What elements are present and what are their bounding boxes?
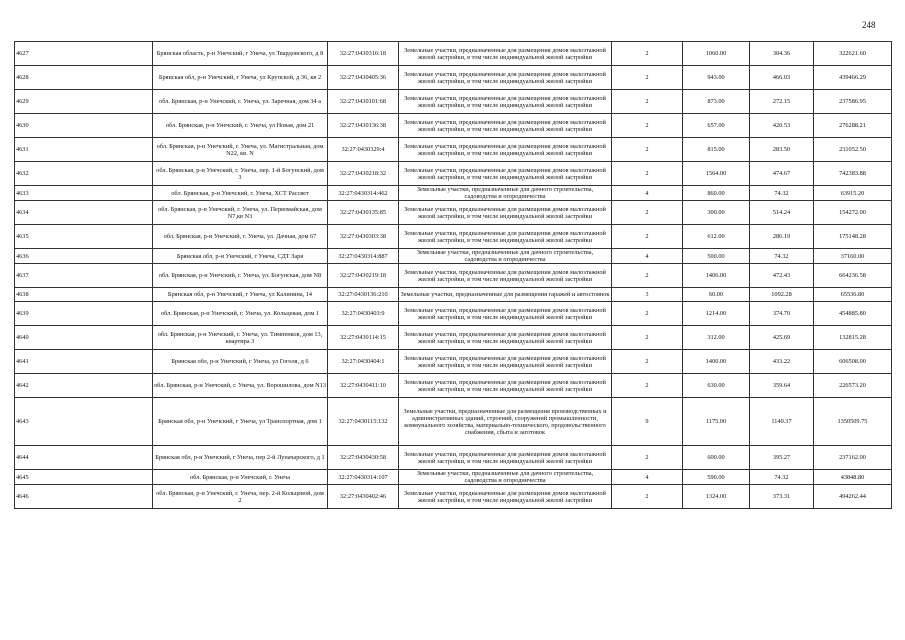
- area-cell: 590.00: [683, 470, 750, 485]
- table-row: [15, 162, 892, 186]
- cadastral-value-cell: 494262.44: [814, 485, 892, 509]
- cadastral-value-cell: 175148.28: [814, 225, 892, 249]
- specific-value-cell: 74.32: [750, 470, 814, 485]
- row-number: 4631: [15, 138, 153, 162]
- land-registry-table: [14, 41, 892, 509]
- address-cell: обл. Брянская, р-н Унечский, г. Унеча, ул Новая, дом 21: [153, 114, 328, 138]
- table-row: [15, 114, 892, 138]
- table-row: [15, 186, 892, 201]
- specific-value-cell: 466.03: [750, 66, 814, 90]
- cadastral-number-cell: 32:27:0430314:107: [328, 470, 399, 485]
- cadastral-value-cell: 439466.29: [814, 66, 892, 90]
- category-cell: 2: [612, 326, 683, 350]
- table-row: [15, 446, 892, 470]
- cadastral-value-cell: 742383.88: [814, 162, 892, 186]
- row-number: 4630: [15, 114, 153, 138]
- cadastral-number-cell: 32:27:0430405:36: [328, 66, 399, 90]
- category-cell: 4: [612, 186, 683, 201]
- row-number: 4643: [15, 398, 153, 446]
- specific-value-cell: 374.70: [750, 302, 814, 326]
- cadastral-value-cell: 237586.95: [814, 90, 892, 114]
- category-cell: 2: [612, 350, 683, 374]
- cadastral-number-cell: 32:27:0430219:18: [328, 264, 399, 288]
- cadastral-number-cell: 32:27:0430303:38: [328, 225, 399, 249]
- address-cell: обл. Брянская, р-н Унечский, г. Унеча, ул. Заречная, дом 34 а: [153, 90, 328, 114]
- cadastral-number-cell: 32:27:0430402:46: [328, 485, 399, 509]
- area-cell: 60.00: [683, 288, 750, 302]
- table-row: [15, 398, 892, 446]
- land-use-cell: Земельные участки, предназначенные для размещения домов малоэтажной жилой застройки, в том числе индивидуальной жилой застройки: [399, 201, 612, 225]
- cadastral-value-cell: 276288.21: [814, 114, 892, 138]
- land-use-cell: Земельные участки, предназначенные для размещения домов малоэтажной жилой застройки, в том числе индивидуальной жилой застройки: [399, 225, 612, 249]
- table-row: [15, 66, 892, 90]
- category-cell: 2: [612, 162, 683, 186]
- land-use-cell: Земельные участки, предназначенные для размещения домов малоэтажной жилой застройки, в том числе индивидуальной жилой застройки: [399, 138, 612, 162]
- address-cell: Брянская обл, р-н Унечский, г Унеча, ул Гоголя, д 6: [153, 350, 328, 374]
- cadastral-value-cell: 454885.80: [814, 302, 892, 326]
- category-cell: 2: [612, 225, 683, 249]
- table-row: [15, 350, 892, 374]
- land-use-cell: Земельные участки, предназначенные для размещения домов малоэтажной жилой застройки, в том числе индивидуальной жилой застройки: [399, 66, 612, 90]
- land-use-cell: Земельные участки, предназначенные для размещения домов малоэтажной жилой застройки, в том числе индивидуальной жилой застройки: [399, 90, 612, 114]
- land-use-cell: Земельные участки, предназначенные для размещения домов малоэтажной жилой застройки, в том числе индивидуальной жилой застройки: [399, 485, 612, 509]
- row-number: 4632: [15, 162, 153, 186]
- address-cell: Брянская обл, р-н Унечский, г Унеча, пер 2-й Луначарского, д 1: [153, 446, 328, 470]
- table-body: [15, 42, 892, 509]
- table-row: [15, 42, 892, 66]
- category-cell: 2: [612, 374, 683, 398]
- cadastral-number-cell: 32:27:0430136:210: [328, 288, 399, 302]
- area-cell: 612.00: [683, 225, 750, 249]
- cadastral-value-cell: 231052.50: [814, 138, 892, 162]
- category-cell: 2: [612, 485, 683, 509]
- cadastral-number-cell: 32:27:0430430:58: [328, 446, 399, 470]
- specific-value-cell: 395.27: [750, 446, 814, 470]
- address-cell: обл. Брянская, р-н Унечский, г. Унеча, ул. Первомайская, дом N7,кв N3: [153, 201, 328, 225]
- table-row: [15, 288, 892, 302]
- table-row: [15, 201, 892, 225]
- category-cell: 2: [612, 264, 683, 288]
- area-cell: 1324.00: [683, 485, 750, 509]
- cadastral-number-cell: 32:27:0430403:9: [328, 302, 399, 326]
- area-cell: 1060.00: [683, 42, 750, 66]
- land-use-cell: Земельные участки, предназначенные для размещения домов малоэтажной жилой застройки, в том числе индивидуальной жилой застройки: [399, 446, 612, 470]
- cadastral-value-cell: 322621.60: [814, 42, 892, 66]
- row-number: 4635: [15, 225, 153, 249]
- area-cell: 815.00: [683, 138, 750, 162]
- cadastral-value-cell: 237162.00: [814, 446, 892, 470]
- land-use-cell: Земельные участки, предназначенные для дачного строительства, садоводства и огородничества: [399, 186, 612, 201]
- specific-value-cell: 74.32: [750, 186, 814, 201]
- address-cell: обл. Брянская, р-н Унечский, г. Унеча, пер. 2-й Кольцевой, дом 2: [153, 485, 328, 509]
- land-use-cell: Земельные участки, предназначенные для размещения домов малоэтажной жилой застройки, в том числе индивидуальной жилой застройки: [399, 42, 612, 66]
- category-cell: 2: [612, 114, 683, 138]
- cadastral-number-cell: 32:27:0430115:132: [328, 398, 399, 446]
- cadastral-value-cell: 37160.00: [814, 249, 892, 264]
- table-row: [15, 302, 892, 326]
- category-cell: 2: [612, 446, 683, 470]
- address-cell: обл. Брянская, р-н Унечский, г. Унеча, пер. 1-й Богунский, дом 3: [153, 162, 328, 186]
- row-number: 4641: [15, 350, 153, 374]
- cadastral-value-cell: 664236.58: [814, 264, 892, 288]
- page-number: 248: [862, 20, 876, 30]
- area-cell: 1214.00: [683, 302, 750, 326]
- area-cell: 500.00: [683, 249, 750, 264]
- address-cell: обл. Брянская, р-н Унечский, г. Унеча, ул. Ворошилова, дом N13: [153, 374, 328, 398]
- table-row: [15, 90, 892, 114]
- specific-value-cell: 1092.28: [750, 288, 814, 302]
- category-cell: 3: [612, 288, 683, 302]
- cadastral-number-cell: 32:27:0430114:15: [328, 326, 399, 350]
- cadastral-number-cell: 32:27:0430411:10: [328, 374, 399, 398]
- category-cell: 2: [612, 66, 683, 90]
- address-cell: Брянская обл, р-н Унечский, г Унеча, ул Калинина, 14: [153, 288, 328, 302]
- specific-value-cell: 373.31: [750, 485, 814, 509]
- specific-value-cell: 514.24: [750, 201, 814, 225]
- area-cell: 312.00: [683, 326, 750, 350]
- specific-value-cell: 472.43: [750, 264, 814, 288]
- land-use-cell: Земельные участки, предназначенные для размещения домов малоэтажной жилой застройки, в том числе индивидуальной жилой застройки: [399, 302, 612, 326]
- cadastral-number-cell: 32:27:0430314:462: [328, 186, 399, 201]
- cadastral-value-cell: 43848.80: [814, 470, 892, 485]
- category-cell: 4: [612, 470, 683, 485]
- address-cell: обл. Брянская, р-н Унечский, г. Унеча: [153, 470, 328, 485]
- address-cell: Брянская обл, р-н Унечский, г Унеча, ул Крупской, д 36, кв 2: [153, 66, 328, 90]
- land-use-cell: Земельные участки, предназначенные для размещения домов малоэтажной жилой застройки, в том числе индивидуальной жилой застройки: [399, 374, 612, 398]
- area-cell: 1406.00: [683, 264, 750, 288]
- address-cell: Брянская область, р-н Унечский, г Унеча, ул Твардовского, д 8: [153, 42, 328, 66]
- area-cell: 873.00: [683, 90, 750, 114]
- address-cell: обл. Брянская, р-н Унечский, г. Унеча, ХСТ Рассвет: [153, 186, 328, 201]
- row-number: 4637: [15, 264, 153, 288]
- address-cell: обл. Брянская, р-н Унечский, г. Унеча, ул. Кольцевая, дом 1: [153, 302, 328, 326]
- cadastral-value-cell: 226573.20: [814, 374, 892, 398]
- table-row: [15, 138, 892, 162]
- category-cell: 2: [612, 302, 683, 326]
- cadastral-number-cell: 32:27:0430316:18: [328, 42, 399, 66]
- category-cell: 4: [612, 249, 683, 264]
- specific-value-cell: 272.15: [750, 90, 814, 114]
- category-cell: 2: [612, 138, 683, 162]
- specific-value-cell: 425.69: [750, 326, 814, 350]
- area-cell: 860.00: [683, 186, 750, 201]
- cadastral-value-cell: 63915.20: [814, 186, 892, 201]
- cadastral-number-cell: 32:27:0430329:4: [328, 138, 399, 162]
- cadastral-number-cell: 32:27:0430135:85: [328, 201, 399, 225]
- area-cell: 1400.00: [683, 350, 750, 374]
- cadastral-value-cell: 154272.00: [814, 201, 892, 225]
- land-use-cell: Земельные участки, предназначенные для размещения производственных и административных зданий, строений, сооружений промышленности, коммунального хозяйства, материально-технического, продовольственного снабжения, сбыта и заготовок: [399, 398, 612, 446]
- row-number: 4646: [15, 485, 153, 509]
- row-number: 4645: [15, 470, 153, 485]
- category-cell: 2: [612, 42, 683, 66]
- land-use-cell: Земельные участки, предназначенные для дачного строительства, садоводства и огородничества: [399, 470, 612, 485]
- specific-value-cell: 420.53: [750, 114, 814, 138]
- category-cell: 9: [612, 398, 683, 446]
- specific-value-cell: 433.22: [750, 350, 814, 374]
- cadastral-value-cell: 606508.00: [814, 350, 892, 374]
- table-row: [15, 374, 892, 398]
- specific-value-cell: 74.32: [750, 249, 814, 264]
- category-cell: 2: [612, 201, 683, 225]
- area-cell: 1175.00: [683, 398, 750, 446]
- land-use-cell: Земельные участки, предназначенные для размещения домов малоэтажной жилой застройки, в том числе индивидуальной жилой застройки: [399, 114, 612, 138]
- area-cell: 600.00: [683, 446, 750, 470]
- table-row: [15, 225, 892, 249]
- row-number: 4628: [15, 66, 153, 90]
- cadastral-number-cell: 32:27:0430404:1: [328, 350, 399, 374]
- land-use-cell: Земельные участки, предназначенные для размещения домов малоэтажной жилой застройки, в том числе индивидуальной жилой застройки: [399, 350, 612, 374]
- specific-value-cell: 359.64: [750, 374, 814, 398]
- land-use-cell: Земельные участки, предназначенные для размещения домов малоэтажной жилой застройки, в том числе индивидуальной жилой застройки: [399, 326, 612, 350]
- row-number: 4633: [15, 186, 153, 201]
- land-use-cell: Земельные участки, предназначенные для размещения домов малоэтажной жилой застройки, в том числе индивидуальной жилой застройки: [399, 264, 612, 288]
- address-cell: обл. Брянская, р-н Унечский, г. Унеча, ул. Богунская, дом N8: [153, 264, 328, 288]
- row-number: 4639: [15, 302, 153, 326]
- address-cell: обл. Брянская, р-н Унечский, г. Унеча, ул. Магистральная, дом N22, кв. N: [153, 138, 328, 162]
- land-use-cell: Земельные участки, предназначенные для размещения домов малоэтажной жилой застройки, в том числе индивидуальной жилой застройки: [399, 162, 612, 186]
- row-number: 4642: [15, 374, 153, 398]
- specific-value-cell: 1149.37: [750, 398, 814, 446]
- cadastral-number-cell: 32:27:0430314:887: [328, 249, 399, 264]
- row-number: 4629: [15, 90, 153, 114]
- specific-value-cell: 286.19: [750, 225, 814, 249]
- table-row: [15, 249, 892, 264]
- specific-value-cell: 304.36: [750, 42, 814, 66]
- row-number: 4638: [15, 288, 153, 302]
- table-row: [15, 470, 892, 485]
- cadastral-number-cell: 32:27:0430101:68: [328, 90, 399, 114]
- row-number: 4640: [15, 326, 153, 350]
- land-use-cell: Земельные участки, предназначенные для дачного строительства, садоводства и огородничества: [399, 249, 612, 264]
- specific-value-cell: 283.50: [750, 138, 814, 162]
- cadastral-number-cell: 32:27:0430136:38: [328, 114, 399, 138]
- land-use-cell: Земельные участки, предназначенные для размещения гаражей и автостоянок: [399, 288, 612, 302]
- cadastral-number-cell: 32:27:0430218:32: [328, 162, 399, 186]
- row-number: 4627: [15, 42, 153, 66]
- address-cell: Брянская обл, р-н Унечский, г Унеча, ул Транспортная, дом 1: [153, 398, 328, 446]
- cadastral-value-cell: 65536.80: [814, 288, 892, 302]
- address-cell: обл. Брянская, р-н Унечский, г. Унеча, ул. Дачная, дом 67: [153, 225, 328, 249]
- area-cell: 943.00: [683, 66, 750, 90]
- area-cell: 657.00: [683, 114, 750, 138]
- area-cell: 1564.00: [683, 162, 750, 186]
- table-row: [15, 264, 892, 288]
- category-cell: 2: [612, 90, 683, 114]
- cadastral-value-cell: 132815.28: [814, 326, 892, 350]
- address-cell: Брянская обл, р-н Унечский, г Унеча, СДТ Заря: [153, 249, 328, 264]
- area-cell: 300.00: [683, 201, 750, 225]
- table-row: [15, 485, 892, 509]
- cadastral-value-cell: 1350509.75: [814, 398, 892, 446]
- table-row: [15, 326, 892, 350]
- row-number: 4636: [15, 249, 153, 264]
- area-cell: 630.00: [683, 374, 750, 398]
- address-cell: обл. Брянская, р-н Унечский, г. Унеча, ул. Тимпенков, дом 13, квартира 3: [153, 326, 328, 350]
- specific-value-cell: 474.67: [750, 162, 814, 186]
- row-number: 4634: [15, 201, 153, 225]
- row-number: 4644: [15, 446, 153, 470]
